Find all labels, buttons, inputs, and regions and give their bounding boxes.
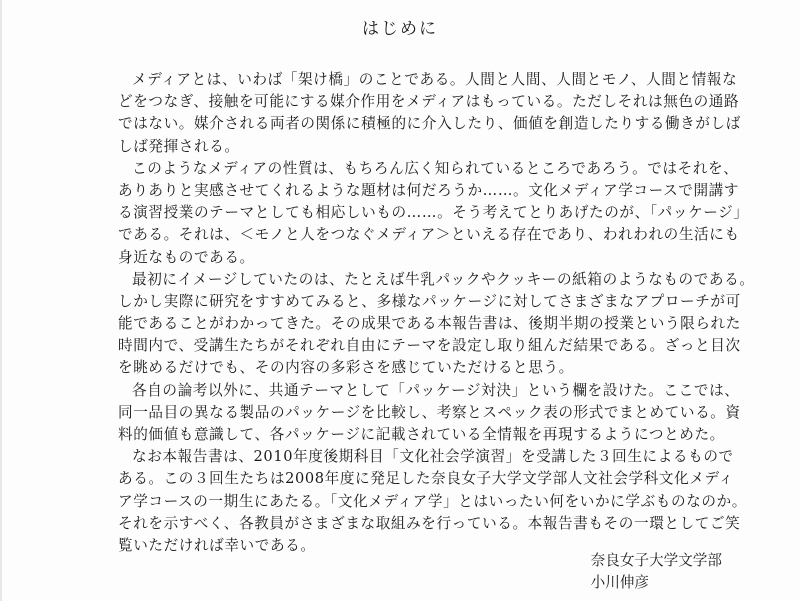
text-line: このようなメディアの性質は、もちろん広く知られているところであろう。ではそれを、 (132, 159, 739, 177)
text-line: メディアとは、いわば「架け橋」のことである。人間と人間、人間とモノ、人間と情報な (132, 71, 738, 88)
text-line: ありありと実感させてくれるような題材は何だろうか……。文化メディア学コースで開講す (118, 181, 740, 199)
text-line: 最初にイメージしていたのは、たとえば牛乳パックやクッキーの紙箱のようなものである。 (132, 270, 755, 288)
text-line: 各自の論考以外に、共通テーマとして「パッケージ対決」という欄を設けた。ここでは、 (132, 381, 740, 399)
text-line: ある。この３回生たちは2008年度に発足した奈良女子大学文学部人文社会学科文化メディ (118, 470, 734, 488)
body-text (118, 69, 755, 557)
text-line: 同一品目の異なる製品のパッケージを比較し、考察とスペック表の形式でまとめている。資 (118, 403, 741, 421)
text-line: それを示すべく、各教員がさまざまな取組みを行っている。本報告書もその一環としてご笑 (118, 514, 741, 532)
author-name: 小川伸彦 (590, 574, 650, 591)
text-line: 時間内で、受講生たちがそれぞれ自由にテーマを設定し取り組んだ結果である。ざっと目次 (118, 337, 741, 355)
text-line: 覧いただければ幸いである。 (118, 536, 316, 554)
text-line: 能であることがわかってきた。その成果である本報告書は、後期半期の授業という限られた (118, 315, 741, 333)
text-line: どをつなぎ、接触を可能にする媒介作用をメディアはもっている。ただしそれは無色の通路 (118, 93, 740, 111)
text-line: なお本報告書は、2010年度後期科目「文化社会学演習」を受講した３回生によるもので (132, 448, 734, 466)
text-line: 料的価値も意識して、各パッケージに記載されている全情報を再現するようにつとめた。 (118, 426, 725, 443)
text-line: る演習授業のテーマとしても相応しいもの……。そう考えてとりあげたのが、「パッケージ」 (118, 204, 749, 222)
text-line: しかし実際に研究をすすめてみると、多様なパッケージに対してさまざまなアプローチが可 (118, 292, 741, 310)
page-title: はじめに (362, 19, 438, 39)
text-line: ア学コースの一期生にあたる。「文化メディア学」とはいったい何をいかに学ぶものなのか。 (118, 492, 747, 510)
text-line: ではない。媒介される両者の関係に積極的に介入したり、価値を創造したりする働きがしば (118, 115, 741, 133)
author-affiliation: 奈良女子大学文学部 (590, 552, 722, 569)
text-line: である。それは、＜モノと人をつなぐメディア＞といえる存在であり、われわれの生活にも (118, 226, 740, 244)
scan-edge (0, 0, 2, 601)
signature-block (591, 550, 722, 594)
text-line: しば発揮される。 (118, 137, 240, 155)
text-line: を眺めるだけでも、その内容の多彩さを感じていただけると思う。 (118, 359, 574, 377)
text-line: 身近なものである。 (118, 248, 255, 266)
